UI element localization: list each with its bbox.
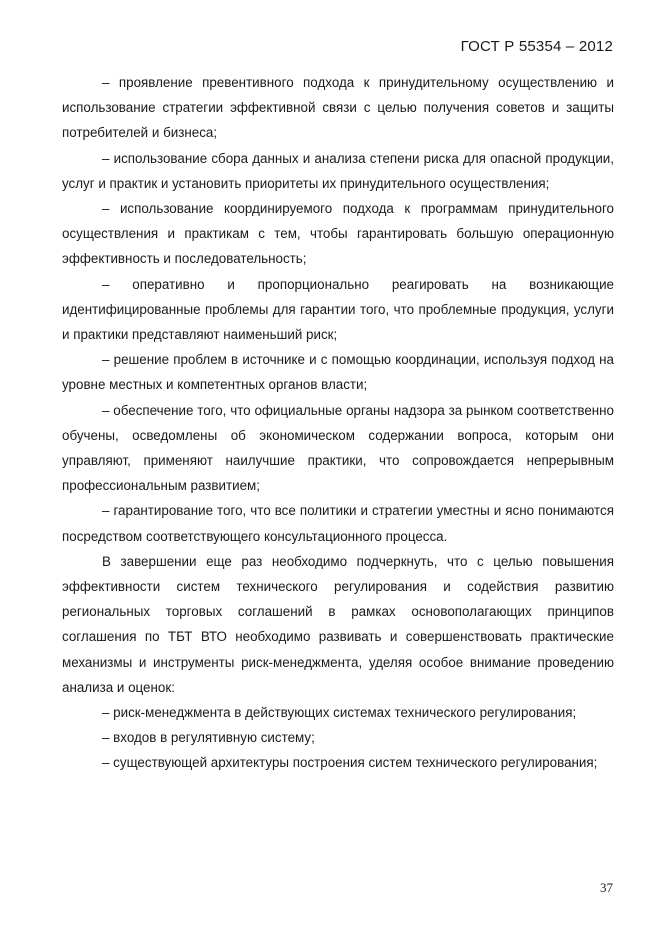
- list-item: – использование сбора данных и анализа степени риска для опасной продукции, услуг и практик и установить приоритеты их принудительного осуществления;: [62, 146, 614, 196]
- page-body: [62, 70, 614, 776]
- list-item: – входов в регулятивную систему;: [62, 725, 614, 750]
- list-item: – риск-менеджмента в действующих системах технического регулирования;: [62, 700, 614, 725]
- page-number: 37: [600, 880, 613, 895]
- list-item: – существующей архитектуры построения систем технического регулирования;: [62, 750, 614, 775]
- body-paragraph: В завершении еще раз необходимо подчеркнуть, что с целью повышения эффективности систем технического регулирования и содействия развитию региональных торговых соглашений в рамках основополагающих принципов соглашения по ТБТ ВТО необходимо развивать и совершенствовать практические механизмы и инструменты риск-менеджмента, уделяя особое внимание проведению анализа и оценок:: [62, 553, 614, 695]
- list-item: – решение проблем в источнике и с помощью координации, используя подход на уровне местных и компетентных органов власти;: [62, 347, 614, 397]
- list-item: – оперативно и пропорционально реагировать на возникающие идентифицированные проблемы для гарантии того, что проблемные продукция, услуги и практики представляют наименьший риск;: [62, 272, 614, 348]
- list-item: – гарантирование того, что все политики и стратегии уместны и ясно понимаются посредством соответствующего консультационного процесса.: [62, 498, 614, 548]
- list-item: – обеспечение того, что официальные органы надзора за рынком соответственно обучены, осведомлены об экономическом содержании вопроса, которым они управляют, применяют наилучшие практики, что сопровождается непрерывным профессиональным развитием;: [62, 398, 614, 499]
- document-header: ГОСТ Р 55354 – 2012: [460, 38, 613, 55]
- list-item: – использование координируемого подхода к программам принудительного осуществления и практикам с тем, чтобы гарантировать большую операционную эффективность и последовательность;: [62, 196, 614, 272]
- list-item: – проявление превентивного подхода к принудительному осуществлению и использование стратегии эффективной связи с целью получения советов и защиты потребителей и бизнеса;: [62, 70, 614, 146]
